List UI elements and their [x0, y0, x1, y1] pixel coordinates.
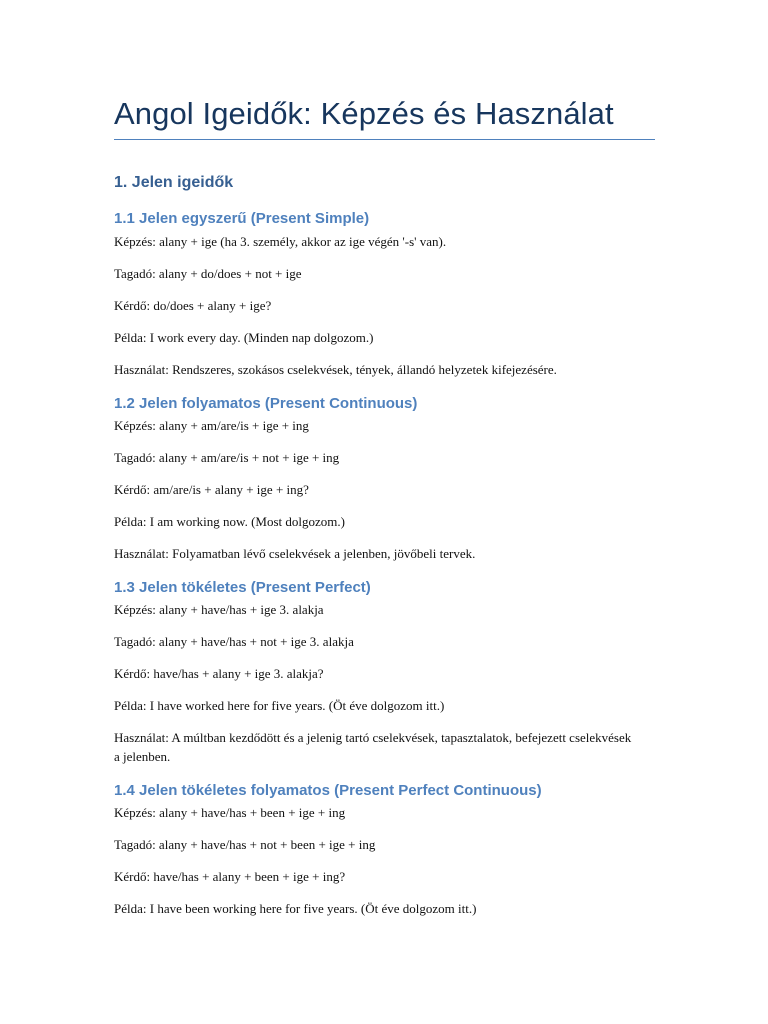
usage-paragraph: Használat: Rendszeres, szokásos cselekvések, tények, állandó helyzetek kifejezésére. [114, 362, 557, 377]
example-paragraph: Példa: I work every day. (Minden nap dolgozom.) [114, 330, 374, 345]
subsection-heading: 1.1 Jelen egyszerű (Present Simple) [114, 210, 370, 227]
section-heading: 1. Jelen igeidők [114, 174, 234, 191]
question-paragraph: Kérdő: have/has + alany + ige 3. alakja? [114, 666, 324, 681]
example-paragraph: Példa: I have been working here for five years. (Öt éve dolgozom itt.) [114, 901, 477, 916]
subsection-heading: 1.3 Jelen tökéletes (Present Perfect) [114, 579, 371, 596]
formation-paragraph: Képzés: alany + have/has + been + ige + ing [114, 805, 346, 820]
example-paragraph: Példa: I am working now. (Most dolgozom.) [114, 514, 345, 529]
subsection-heading: 1.2 Jelen folyamatos (Present Continuous) [114, 395, 418, 412]
negative-paragraph: Tagadó: alany + have/has + not + been + ige + ing [114, 837, 376, 852]
negative-paragraph: Tagadó: alany + have/has + not + ige 3. alakja [114, 634, 354, 649]
negative-paragraph: Tagadó: alany + do/does + not + ige [114, 266, 302, 281]
negative-paragraph: Tagadó: alany + am/are/is + not + ige + ing [114, 450, 340, 465]
title-underline [114, 139, 655, 140]
formation-paragraph: Képzés: alany + have/has + ige 3. alakja [114, 602, 324, 617]
question-paragraph: Kérdő: do/does + alany + ige? [114, 298, 272, 313]
subsection-heading: 1.4 Jelen tökéletes folyamatos (Present Perfect Continuous) [114, 782, 542, 799]
example-paragraph: Példa: I have worked here for five years. (Öt éve dolgozom itt.) [114, 698, 445, 713]
formation-paragraph: Képzés: alany + ige (ha 3. személy, akkor az ige végén '-s' van). [114, 234, 447, 249]
formation-paragraph: Képzés: alany + am/are/is + ige + ing [114, 418, 309, 433]
usage-paragraph: Használat: A múltban kezdődött és a jelenig tartó cselekvések, tapasztalatok, befejezett cselekvések a jelenben. [114, 730, 632, 764]
question-paragraph: Kérdő: am/are/is + alany + ige + ing? [114, 482, 309, 497]
document-title: Angol Igeidők: Képzés és Használat [114, 96, 614, 131]
question-paragraph: Kérdő: have/has + alany + been + ige + ing? [114, 869, 346, 884]
usage-paragraph: Használat: Folyamatban lévő cselekvések a jelenben, jövőbeli tervek. [114, 546, 476, 561]
